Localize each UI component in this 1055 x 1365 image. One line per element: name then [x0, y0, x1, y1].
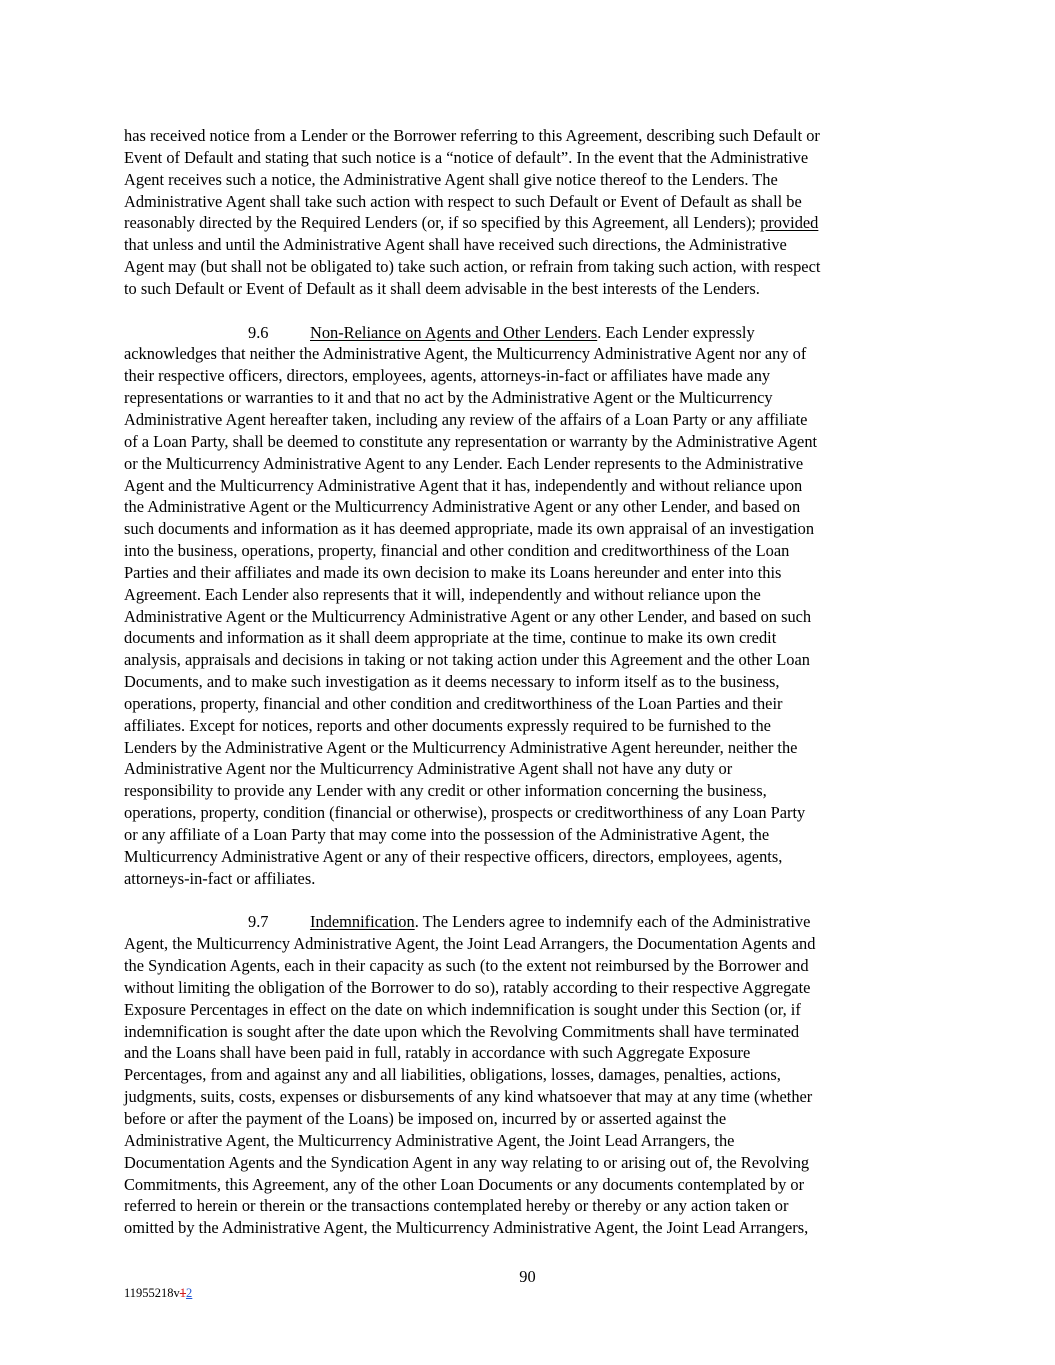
- document-id: [124, 1285, 192, 1301]
- text-line: without limiting the obligation of the Borrower to do so), ratably according to their respective Aggregate: [124, 977, 811, 997]
- doc-id-prefix: 11955218v: [124, 1286, 180, 1300]
- text-line: their respective officers, directors, employees, agents, attorneys-in-fact or affiliates have made any: [124, 366, 771, 386]
- section-heading: Indemnification: [310, 912, 415, 932]
- section-heading-line: [124, 322, 932, 344]
- text-line: Administrative Agent, the Multicurrency Administrative Agent, the Joint Lead Arrangers, the: [124, 1130, 735, 1150]
- text-line: Administrative Agent nor the Multicurrency Administrative Agent shall not have any duty or: [124, 759, 733, 779]
- text-line: [124, 212, 932, 234]
- section-heading-line: [124, 911, 932, 933]
- text-line: attorneys-in-fact or affiliates.: [124, 868, 316, 888]
- text-line: or the Multicurrency Administrative Agent to any Lender. Each Lender represents to the Administrative: [124, 453, 804, 473]
- text-line: Agent, the Multicurrency Administrative Agent, the Joint Lead Arrangers, the Documentation Agents and: [124, 934, 816, 954]
- text-line: Lenders by the Administrative Agent or the Multicurrency Administrative Agent hereunder, neither the: [124, 737, 798, 757]
- text-line: Parties and their affiliates and made its own decision to make its Loans hereunder and enter into this: [124, 562, 782, 582]
- text-line: referred to herein or therein or the transactions contemplated hereby or thereby or any action taken or: [124, 1196, 789, 1216]
- text-line: Administrative Agent hereafter taken, including any review of the affairs of a Loan Party or any affiliate: [124, 409, 808, 429]
- text-line: responsibility to provide any Lender with any credit or other information concerning the business,: [124, 781, 767, 801]
- text-line: Event of Default and stating that such notice is a “notice of default”. In the event that the Administrative: [124, 147, 809, 167]
- text-span: . Each Lender expressly: [597, 322, 755, 342]
- text-line: of a Loan Party, shall be deemed to constitute any representation or warranty by the Administrative Agent: [124, 431, 818, 451]
- text-line: affiliates. Except for notices, reports and other documents expressly required to be furnished to the: [124, 715, 771, 735]
- text-line: Agent receives such a notice, the Administrative Agent shall give notice thereof to the Lenders. The: [124, 169, 778, 189]
- text-span: . The Lenders agree to indemnify each of the Administrative: [414, 912, 811, 932]
- doc-id-inserted-version: 2: [186, 1286, 193, 1300]
- provided-term: provided: [760, 213, 819, 233]
- text-line: documents and information as it shall deem appropriate at the time, continue to make its own credit: [124, 628, 777, 648]
- text-line: has received notice from a Lender or the Borrower referring to this Agreement, describing such Default or: [124, 126, 820, 145]
- text-line: Administrative Agent shall take such action with respect to such Default or Event of Default as shall be: [124, 191, 802, 211]
- text-line: judgments, suits, costs, expenses or disbursements of any kind whatsoever that may at any time (whether: [124, 1087, 813, 1107]
- section-9-6: [124, 322, 932, 890]
- text-line: or any affiliate of a Loan Party that may come into the possession of the Administrative Agent, the: [124, 825, 770, 844]
- text-line: Agent may (but shall not be obligated to) take such action, or refrain from taking such action, with respect: [124, 257, 821, 277]
- text-line: representations or warranties to it and that no act by the Administrative Agent or the Multicurrency: [124, 388, 773, 408]
- text-line: Percentages, from and against any and all liabilities, obligations, losses, damages, penalties, actions,: [124, 1065, 781, 1085]
- text-line: the Administrative Agent or the Multicurrency Administrative Agent or any other Lender, and based on: [124, 497, 801, 517]
- text-line: Administrative Agent or the Multicurrency Administrative Agent or any other Lender, and based on such: [124, 606, 812, 626]
- text-line: Agreement. Each Lender also represents that it will, independently and without reliance upon the: [124, 584, 761, 604]
- section-number: 9.7: [248, 912, 269, 932]
- text-line: acknowledges that neither the Administrative Agent, the Multicurrency Administrative Agent nor any of: [124, 344, 807, 364]
- document-body: [124, 125, 932, 1239]
- text-line: omitted by the Administrative Agent, the Multicurrency Administrative Agent, the Joint Lead Arrangers,: [124, 1218, 809, 1238]
- text-line: into the business, operations, property, financial and other condition and creditworthiness of the Loan: [124, 541, 790, 561]
- text-line: such documents and information as it has deemed appropriate, made its own appraisal of an investigation: [124, 519, 815, 539]
- doc-id-deleted-version: 1: [179, 1286, 187, 1300]
- text-line: Documents, and to make such investigation as it deems necessary to inform itself as to the business,: [124, 672, 780, 692]
- text-line: to such Default or Event of Default as it shall deem advisable in the best interests of the Lenders.: [124, 278, 760, 298]
- text-line: that unless and until the Administrative Agent shall have received such directions, the Administrative: [124, 235, 787, 255]
- text-line: and the Loans shall have been paid in full, ratably in accordance with such Aggregate Exposure: [124, 1043, 751, 1063]
- text-line: Agent and the Multicurrency Administrative Agent that it has, independently and without reliance upon: [124, 475, 803, 495]
- text-line: operations, property, condition (financial or otherwise), prospects or creditworthiness of any Loan Party: [124, 803, 806, 823]
- text-line: Exposure Percentages in effect on the date on which indemnification is sought under this Section (or, if: [124, 999, 801, 1019]
- page-number: 90: [519, 1267, 536, 1286]
- text-span: reasonably directed by the Required Lenders (or, if so specified by this Agreement, all Lenders);: [124, 213, 761, 233]
- text-line: Commitments, this Agreement, any of the other Loan Documents or any documents contemplated by or: [124, 1174, 805, 1194]
- text-line: Multicurrency Administrative Agent or any of their respective officers, directors, employees, agents,: [124, 846, 783, 866]
- section-heading: Non-Reliance on Agents and Other Lenders: [310, 322, 598, 342]
- section-9-7: [124, 911, 932, 1239]
- section-number: 9.6: [248, 322, 269, 342]
- text-line: Documentation Agents and the Syndication Agent in any way relating to or arising out of, the Revolving: [124, 1152, 810, 1172]
- text-line: operations, property, financial and other condition and creditworthiness of the Loan Parties and their: [124, 693, 783, 713]
- text-line: indemnification is sought after the date upon which the Revolving Commitments shall have terminated: [124, 1021, 800, 1041]
- text-line: before or after the payment of the Loans) be imposed on, incurred by or asserted against the: [124, 1108, 727, 1128]
- text-line: the Syndication Agents, each in their capacity as such (to the extent not reimbursed by the Borrower and: [124, 956, 809, 976]
- paragraph-notice-of-default: [124, 125, 932, 300]
- text-line: analysis, appraisals and decisions in taking or not taking action under this Agreement and the other Loan: [124, 650, 810, 670]
